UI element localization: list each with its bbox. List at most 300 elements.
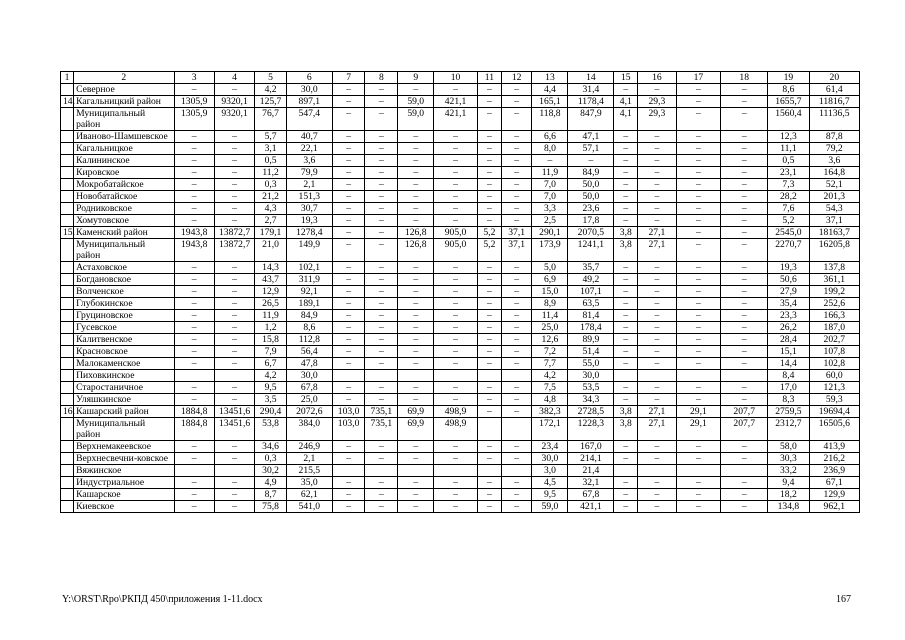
table-row <box>61 227 860 239</box>
value-cell: 1884,8 <box>174 418 214 441</box>
value-cell: – <box>332 382 365 394</box>
value-cell: 58,0 <box>768 441 809 453</box>
value-cell: – <box>398 358 434 370</box>
row-name-cell: Новобатайское <box>74 191 174 203</box>
value-cell <box>501 465 532 477</box>
row-name-cell: Глубокинское <box>74 298 174 310</box>
value-cell: – <box>332 179 365 191</box>
value-cell: – <box>174 215 214 227</box>
value-cell: – <box>501 501 532 513</box>
value-cell: 35,4 <box>768 298 809 310</box>
row-number-cell <box>61 334 74 346</box>
value-cell: – <box>174 274 214 286</box>
value-cell: – <box>365 179 398 191</box>
value-cell: 4,2 <box>532 370 568 382</box>
value-cell: – <box>214 167 254 179</box>
value-cell: 2545,0 <box>768 227 809 239</box>
value-cell: 7,0 <box>532 179 568 191</box>
row-number-cell <box>61 179 74 191</box>
table-row <box>61 155 860 167</box>
value-cell: 30,0 <box>532 453 568 465</box>
row-number-cell <box>61 453 74 465</box>
value-cell <box>676 370 721 382</box>
value-cell: 541,0 <box>286 501 332 513</box>
value-cell: – <box>614 382 638 394</box>
value-cell: – <box>434 501 478 513</box>
value-cell: – <box>676 501 721 513</box>
value-cell: 126,8 <box>398 227 434 239</box>
value-cell: – <box>477 131 501 143</box>
value-cell: – <box>477 453 501 465</box>
value-cell: 1178,4 <box>568 96 614 108</box>
row-number-cell <box>61 501 74 513</box>
value-cell: – <box>398 167 434 179</box>
value-cell: – <box>721 489 768 501</box>
value-cell: – <box>721 453 768 465</box>
value-cell: 67,8 <box>286 382 332 394</box>
value-cell: 56,4 <box>286 346 332 358</box>
row-name-cell: Уляшкинское <box>74 394 174 406</box>
value-cell: – <box>174 394 214 406</box>
value-cell <box>676 465 721 477</box>
value-cell: – <box>477 108 501 131</box>
value-cell: – <box>501 489 532 501</box>
value-cell: – <box>676 239 721 262</box>
table-row <box>61 203 860 215</box>
value-cell: – <box>365 143 398 155</box>
value-cell: – <box>214 203 254 215</box>
value-cell: 290,4 <box>255 406 287 418</box>
value-cell: – <box>365 274 398 286</box>
value-cell: – <box>174 179 214 191</box>
value-cell: – <box>398 215 434 227</box>
value-cell: – <box>638 155 676 167</box>
value-cell: 21,2 <box>255 191 287 203</box>
row-number-cell <box>61 418 74 441</box>
value-cell: 2759,5 <box>768 406 809 418</box>
value-cell: – <box>434 286 478 298</box>
value-cell: 7,7 <box>532 358 568 370</box>
value-cell: – <box>398 131 434 143</box>
value-cell: 151,3 <box>286 191 332 203</box>
value-cell: – <box>434 203 478 215</box>
value-cell: – <box>332 227 365 239</box>
value-cell: 8,6 <box>768 84 809 96</box>
value-cell: – <box>174 203 214 215</box>
value-cell: 35,0 <box>286 477 332 489</box>
value-cell: – <box>614 191 638 203</box>
header-cell: 17 <box>676 72 721 84</box>
value-cell: 498,9 <box>434 418 478 441</box>
header-cell: 20 <box>809 72 859 84</box>
value-cell: 27,1 <box>638 406 676 418</box>
row-number-cell <box>61 358 74 370</box>
value-cell: – <box>614 131 638 143</box>
value-cell: 11,9 <box>532 167 568 179</box>
value-cell: 1305,9 <box>174 96 214 108</box>
header-cell: 9 <box>398 72 434 84</box>
value-cell: – <box>676 155 721 167</box>
value-cell: – <box>174 334 214 346</box>
row-number-cell <box>61 346 74 358</box>
value-cell: – <box>721 227 768 239</box>
value-cell: 32,1 <box>568 477 614 489</box>
value-cell: – <box>332 155 365 167</box>
value-cell: 27,9 <box>768 286 809 298</box>
value-cell: – <box>638 298 676 310</box>
value-cell: – <box>477 489 501 501</box>
value-cell: 421,1 <box>568 501 614 513</box>
value-cell: 4,1 <box>614 108 638 131</box>
value-cell: – <box>721 262 768 274</box>
value-cell: – <box>174 262 214 274</box>
value-cell: – <box>501 334 532 346</box>
value-cell: – <box>501 215 532 227</box>
value-cell: – <box>434 262 478 274</box>
value-cell: 30,3 <box>768 453 809 465</box>
value-cell: 31,4 <box>568 84 614 96</box>
value-cell: 201,3 <box>809 191 859 203</box>
value-cell: – <box>614 286 638 298</box>
value-cell: – <box>676 262 721 274</box>
value-cell: 19,3 <box>286 215 332 227</box>
value-cell: – <box>676 286 721 298</box>
value-cell: – <box>332 477 365 489</box>
value-cell: 847,9 <box>568 108 614 131</box>
value-cell: – <box>332 203 365 215</box>
value-cell: – <box>365 131 398 143</box>
value-cell: 19694,4 <box>809 406 859 418</box>
row-name-cell: Кагальницкий район <box>74 96 174 108</box>
value-cell: 103,0 <box>332 406 365 418</box>
value-cell: – <box>477 298 501 310</box>
value-cell: – <box>434 131 478 143</box>
value-cell: – <box>174 143 214 155</box>
value-cell: 5,2 <box>477 227 501 239</box>
value-cell: – <box>398 334 434 346</box>
value-cell: – <box>398 489 434 501</box>
row-number-cell <box>61 131 74 143</box>
value-cell: – <box>721 239 768 262</box>
value-cell: 173,9 <box>532 239 568 262</box>
value-cell: – <box>477 191 501 203</box>
value-cell: 19,3 <box>768 262 809 274</box>
value-cell <box>332 370 365 382</box>
value-cell: 16505,6 <box>809 418 859 441</box>
value-cell: – <box>365 191 398 203</box>
value-cell: 8,4 <box>768 370 809 382</box>
value-cell: 137,8 <box>809 262 859 274</box>
row-number-cell <box>61 382 74 394</box>
value-cell: 107,8 <box>809 346 859 358</box>
value-cell: – <box>214 322 254 334</box>
table-row <box>61 501 860 513</box>
value-cell: – <box>214 441 254 453</box>
value-cell <box>214 370 254 382</box>
value-cell: – <box>638 131 676 143</box>
value-cell: – <box>332 96 365 108</box>
value-cell: – <box>365 358 398 370</box>
header-cell: 19 <box>768 72 809 84</box>
value-cell: – <box>676 215 721 227</box>
value-cell: – <box>214 274 254 286</box>
value-cell: – <box>614 298 638 310</box>
value-cell: – <box>365 346 398 358</box>
value-cell: – <box>332 108 365 131</box>
value-cell: – <box>214 298 254 310</box>
value-cell: – <box>614 84 638 96</box>
row-name-cell: Вяжинское <box>74 465 174 477</box>
value-cell: – <box>398 382 434 394</box>
value-cell: – <box>721 334 768 346</box>
value-cell: – <box>501 167 532 179</box>
value-cell: 7,5 <box>532 382 568 394</box>
value-cell: 29,3 <box>638 96 676 108</box>
row-number-cell <box>61 322 74 334</box>
value-cell: – <box>477 274 501 286</box>
value-cell: – <box>614 155 638 167</box>
value-cell: – <box>614 179 638 191</box>
value-cell: – <box>721 358 768 370</box>
value-cell: 5,0 <box>532 262 568 274</box>
value-cell: – <box>174 322 214 334</box>
value-cell: 5,2 <box>477 239 501 262</box>
value-cell: – <box>398 179 434 191</box>
header-cell: 3 <box>174 72 214 84</box>
value-cell: – <box>614 143 638 155</box>
table-row <box>61 477 860 489</box>
value-cell: – <box>501 286 532 298</box>
value-cell: – <box>721 131 768 143</box>
value-cell: 23,3 <box>768 310 809 322</box>
value-cell <box>477 465 501 477</box>
value-cell: 47,8 <box>286 358 332 370</box>
value-cell: – <box>501 310 532 322</box>
value-cell: – <box>332 143 365 155</box>
value-cell: 37,1 <box>501 227 532 239</box>
value-cell: – <box>214 334 254 346</box>
value-cell: 4,2 <box>255 370 287 382</box>
value-cell: – <box>501 203 532 215</box>
value-cell: – <box>721 179 768 191</box>
value-cell: – <box>398 322 434 334</box>
value-cell: 15,1 <box>768 346 809 358</box>
table-row <box>61 215 860 227</box>
value-cell: 59,0 <box>398 96 434 108</box>
value-cell: – <box>365 84 398 96</box>
table-row <box>61 322 860 334</box>
table-row <box>61 310 860 322</box>
value-cell: – <box>477 346 501 358</box>
value-cell: – <box>477 215 501 227</box>
table-row <box>61 191 860 203</box>
value-cell: 55,0 <box>568 358 614 370</box>
value-cell: 1655,7 <box>768 96 809 108</box>
row-name-cell: Индустриальное <box>74 477 174 489</box>
value-cell: – <box>434 453 478 465</box>
value-cell: – <box>638 215 676 227</box>
row-number-cell <box>61 155 74 167</box>
value-cell: – <box>398 262 434 274</box>
value-cell <box>398 465 434 477</box>
value-cell: – <box>398 298 434 310</box>
table-row <box>61 96 860 108</box>
value-cell: 103,0 <box>332 418 365 441</box>
value-cell: – <box>614 310 638 322</box>
value-cell: – <box>638 84 676 96</box>
value-cell: – <box>721 346 768 358</box>
value-cell: 172,1 <box>532 418 568 441</box>
value-cell: – <box>721 167 768 179</box>
value-cell: – <box>398 191 434 203</box>
table-row <box>61 274 860 286</box>
value-cell <box>477 370 501 382</box>
value-cell: – <box>614 215 638 227</box>
value-cell: – <box>501 191 532 203</box>
value-cell: 17,0 <box>768 382 809 394</box>
value-cell: 18,2 <box>768 489 809 501</box>
value-cell: 11136,5 <box>809 108 859 131</box>
file-path: Y:\ORST\Rpo\РКПД 450\приложения 1-11.docx <box>62 594 263 605</box>
row-number-cell <box>61 489 74 501</box>
value-cell: 13872,7 <box>214 239 254 262</box>
value-cell: – <box>477 501 501 513</box>
value-cell: – <box>721 298 768 310</box>
row-name-cell: Астаховское <box>74 262 174 274</box>
value-cell: – <box>332 310 365 322</box>
value-cell: – <box>174 489 214 501</box>
value-cell: 84,9 <box>568 167 614 179</box>
table-row <box>61 286 860 298</box>
header-cell: 8 <box>365 72 398 84</box>
value-cell: 52,1 <box>809 179 859 191</box>
value-cell: – <box>568 155 614 167</box>
row-name-cell: Кашарское <box>74 489 174 501</box>
value-cell: – <box>398 286 434 298</box>
data-table <box>60 71 860 513</box>
value-cell: 26,5 <box>255 298 287 310</box>
value-cell: – <box>501 322 532 334</box>
value-cell: – <box>477 167 501 179</box>
value-cell: – <box>174 501 214 513</box>
value-cell: – <box>614 203 638 215</box>
value-cell: 3,6 <box>286 155 332 167</box>
value-cell: – <box>721 84 768 96</box>
value-cell: – <box>676 382 721 394</box>
value-cell: – <box>676 441 721 453</box>
value-cell: – <box>638 262 676 274</box>
value-cell: – <box>365 394 398 406</box>
value-cell: 118,8 <box>532 108 568 131</box>
value-cell: 1228,3 <box>568 418 614 441</box>
value-cell: – <box>434 215 478 227</box>
value-cell: – <box>638 441 676 453</box>
value-cell: 7,3 <box>768 179 809 191</box>
row-number-cell <box>61 191 74 203</box>
row-name-cell: Кашарский район <box>74 406 174 418</box>
table-row <box>61 489 860 501</box>
value-cell: – <box>721 215 768 227</box>
row-name-cell: Гусевское <box>74 322 174 334</box>
value-cell: 3,6 <box>809 155 859 167</box>
value-cell: 53,8 <box>255 418 287 441</box>
row-number-cell: 16. <box>61 406 74 418</box>
row-number-cell <box>61 441 74 453</box>
row-name-cell: Богдановское <box>74 274 174 286</box>
value-cell: – <box>501 358 532 370</box>
table-row <box>61 239 860 262</box>
value-cell: – <box>614 453 638 465</box>
value-cell: – <box>214 143 254 155</box>
value-cell: – <box>477 179 501 191</box>
value-cell: 50,0 <box>568 191 614 203</box>
value-cell: – <box>332 358 365 370</box>
value-cell: 0,5 <box>768 155 809 167</box>
value-cell: – <box>174 346 214 358</box>
value-cell: 7,9 <box>255 346 287 358</box>
header-cell: 4 <box>214 72 254 84</box>
value-cell: – <box>501 179 532 191</box>
value-cell: 311,9 <box>286 274 332 286</box>
table-row <box>61 131 860 143</box>
value-cell: 21,0 <box>255 239 287 262</box>
value-cell: 27,1 <box>638 239 676 262</box>
value-cell: – <box>532 155 568 167</box>
value-cell: 30,0 <box>286 84 332 96</box>
value-cell: – <box>676 298 721 310</box>
value-cell: 3,5 <box>255 394 287 406</box>
value-cell: – <box>676 346 721 358</box>
value-cell: – <box>174 131 214 143</box>
value-cell: 89,9 <box>568 334 614 346</box>
value-cell: 0,5 <box>255 155 287 167</box>
value-cell: 76,7 <box>255 108 287 131</box>
value-cell: 7,2 <box>532 346 568 358</box>
value-cell: – <box>398 84 434 96</box>
value-cell: – <box>332 274 365 286</box>
value-cell: – <box>614 274 638 286</box>
value-cell: – <box>434 155 478 167</box>
row-name-cell: Мокробатайское <box>74 179 174 191</box>
value-cell: – <box>614 394 638 406</box>
value-cell: – <box>676 394 721 406</box>
header-cell: 12 <box>501 72 532 84</box>
value-cell: – <box>434 382 478 394</box>
header-cell: 13 <box>532 72 568 84</box>
value-cell: – <box>332 84 365 96</box>
value-cell: 3,1 <box>255 143 287 155</box>
value-cell: 121,3 <box>809 382 859 394</box>
value-cell: 962,1 <box>809 501 859 513</box>
value-cell: 7,0 <box>532 191 568 203</box>
value-cell: – <box>174 298 214 310</box>
value-cell: 84,9 <box>286 310 332 322</box>
value-cell: – <box>477 334 501 346</box>
table-row <box>61 453 860 465</box>
value-cell: – <box>365 298 398 310</box>
value-cell: – <box>638 346 676 358</box>
value-cell: – <box>365 441 398 453</box>
value-cell: – <box>676 358 721 370</box>
value-cell: – <box>365 167 398 179</box>
value-cell: – <box>174 286 214 298</box>
value-cell: 4,9 <box>255 477 287 489</box>
row-number-cell <box>61 286 74 298</box>
value-cell: – <box>638 286 676 298</box>
value-cell: – <box>501 477 532 489</box>
value-cell: – <box>332 286 365 298</box>
value-cell: 4,3 <box>255 203 287 215</box>
